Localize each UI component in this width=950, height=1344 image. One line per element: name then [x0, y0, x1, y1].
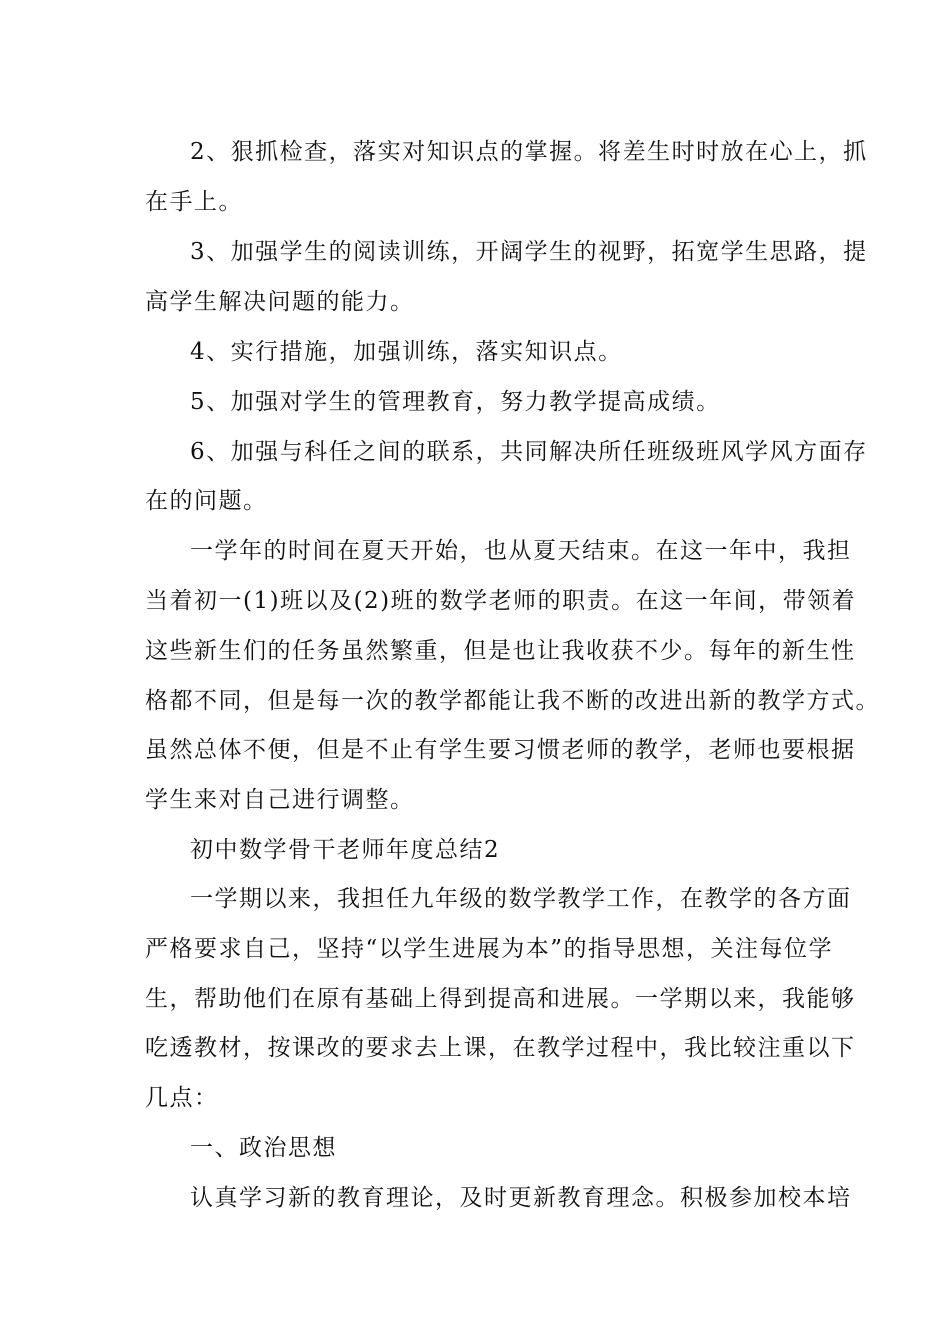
politics-heading-text: 一、政治思想 [190, 1135, 337, 1161]
item-3-line-1: 3、加强学生的阅读训练，开阔学生的视野，拓宽学生思路，提 [190, 239, 868, 265]
item-2-line-2: 在手上。 [145, 189, 243, 215]
item-4-line-1: 4、实行措施，加强训练，落实知识点。 [190, 339, 623, 365]
summary-line-6: 学生来对自己进行调整。 [145, 787, 415, 813]
summary-line-2: 当着初一(1)班以及(2)班的数学老师的职责。在这一年间，带领着 [145, 588, 857, 614]
summary-line-3: 这些新生们的任务虽然繁重，但是也让我收获不少。每年的新生性 [145, 638, 856, 664]
intro-line-1: 一学期以来，我担任九年级的数学教学工作，在教学的各方面 [190, 886, 852, 912]
item-3-line-2: 高学生解决问题的能力。 [145, 289, 415, 315]
politics-line-1: 认真学习新的教育理论，及时更新教育理念。积极参加校本培 [190, 1185, 852, 1211]
summary-line-1: 一学年的时间在夏天开始，也从夏天结束。在这一年中，我担 [190, 538, 852, 564]
intro-line-4: 吃透教材，按课改的要求去上课，在教学过程中，我比较注重以下 [145, 1035, 856, 1061]
item-5-line-1: 5、加强对学生的管理教育，努力教学提高成绩。 [190, 389, 721, 415]
intro-line-5: 几点： [145, 1085, 219, 1111]
summary-line-5: 虽然总体不便，但是不止有学生要习惯老师的教学，老师也要根据 [145, 737, 856, 763]
item-6-line-1: 6、加强与科任之间的联系，共同解决所任班级班风学风方面存 [190, 439, 868, 465]
item-2-line-1: 2、狠抓检查，落实对知识点的掌握。将差生时时放在心上，抓 [190, 139, 868, 165]
item-6-line-2: 在的问题。 [145, 488, 268, 514]
summary-line-4: 格都不同，但是每一次的教学都能让我不断的改进出新的教学方式。 [145, 688, 880, 714]
intro-line-3: 生，帮助他们在原有基础上得到提高和进展。一学期以来，我能够 [145, 986, 856, 1012]
section-title-text: 初中数学骨干老师年度总结2 [190, 837, 501, 863]
intro-line-2: 严格要求自己，坚持“以学生进展为本”的指导思想，关注每位学 [145, 936, 834, 962]
